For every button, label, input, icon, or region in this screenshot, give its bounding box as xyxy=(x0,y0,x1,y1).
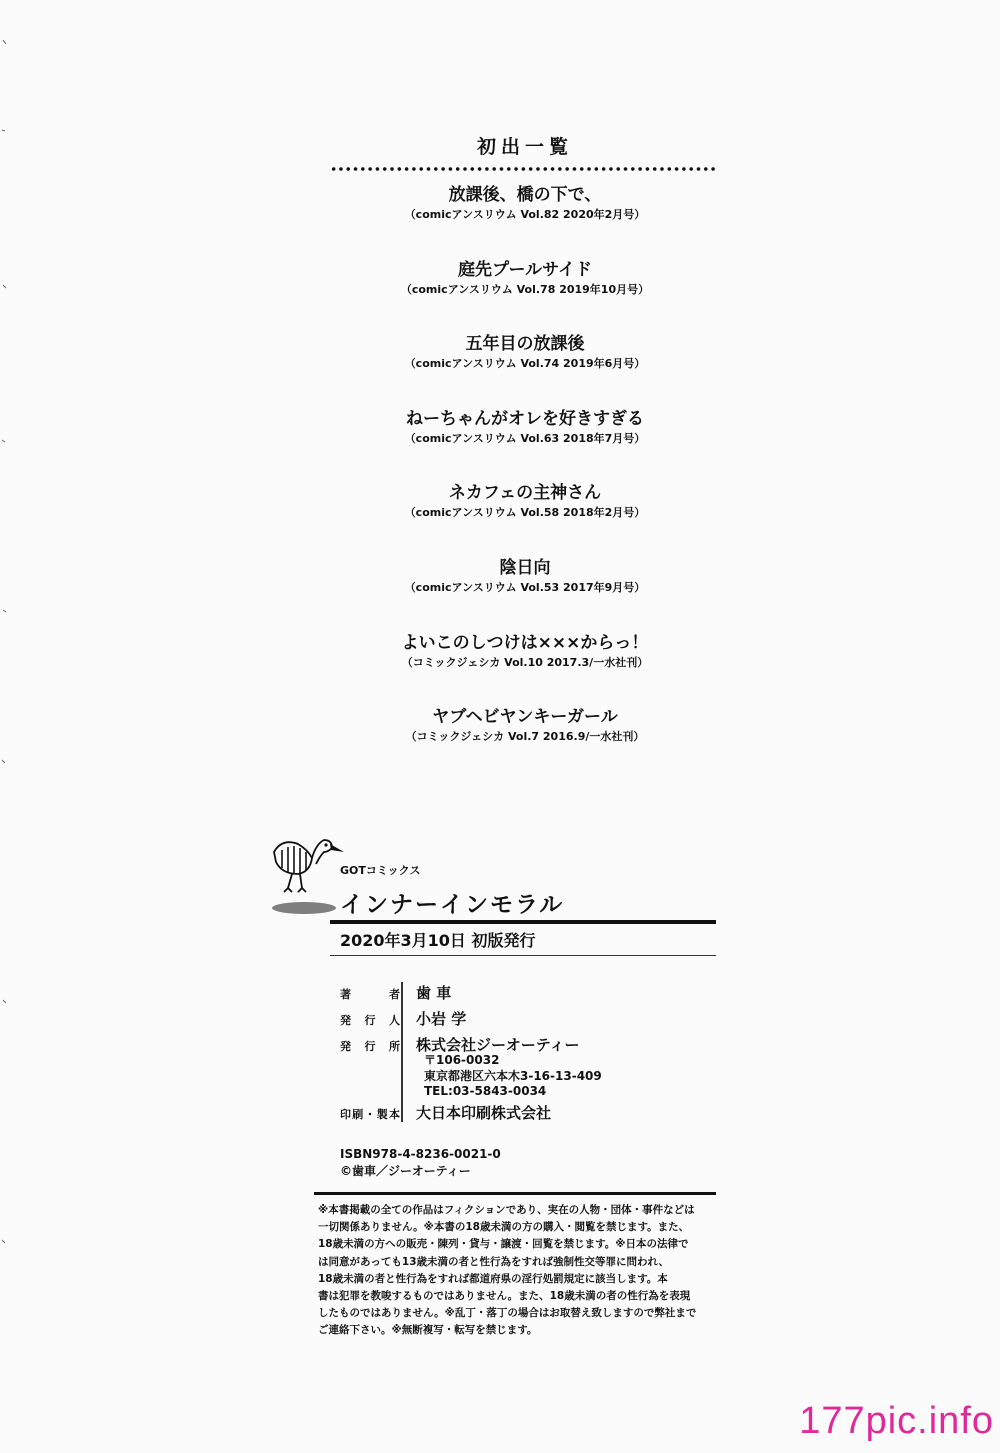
isbn: ISBN978-4-8236-0021-0 xyxy=(340,1147,501,1161)
scan-edge-marks xyxy=(0,0,20,1453)
list-item xyxy=(330,408,720,483)
series-name: GOTコミックス xyxy=(340,864,421,877)
story-source: （comicアンスリウム Vol.74 2019年6月号） xyxy=(404,357,646,371)
credit-value: 小岩 学 xyxy=(416,1010,467,1028)
publisher-address xyxy=(424,1053,602,1100)
story-source: （comicアンスリウム Vol.63 2018年7月号） xyxy=(404,431,646,445)
credit-value: 株式会社ジーオーティー xyxy=(416,1036,580,1054)
isbn-block xyxy=(340,1146,501,1180)
credit-label: 印刷・製本 xyxy=(340,1108,400,1121)
story-title: ネカフェの主神さん xyxy=(448,483,602,504)
title-rule xyxy=(330,920,716,924)
thin-rule xyxy=(330,955,716,956)
story-source: （コミックジェシカ Vol.7 2016.9/一水社刊） xyxy=(405,730,645,744)
first-appearance-list xyxy=(330,184,720,781)
postal-code: 〒106-0032 xyxy=(424,1053,500,1067)
story-source: （コミックジェシカ Vol.10 2017.3/一水社刊） xyxy=(401,655,649,669)
street-address: 東京都港区六本木3-16-13-409 xyxy=(424,1068,602,1083)
list-item xyxy=(330,632,720,707)
credit-label: 発行人 xyxy=(340,1014,400,1027)
story-title: 庭先プールサイド xyxy=(458,259,592,280)
story-source: （comicアンスリウム Vol.53 2017年9月号） xyxy=(404,580,646,594)
story-source: （comicアンスリウム Vol.78 2019年10月号） xyxy=(400,282,650,296)
story-title: 五年目の放課後 xyxy=(465,334,585,355)
credit-label: 著者 xyxy=(340,988,400,1001)
story-source: （comicアンスリウム Vol.58 2018年2月号） xyxy=(404,506,646,520)
credit-label: 発行所 xyxy=(340,1040,400,1053)
credit-value: 大日本印刷株式会社 xyxy=(416,1104,552,1122)
list-item xyxy=(330,706,720,781)
notice-rule xyxy=(314,1192,716,1195)
story-source: （comicアンスリウム Vol.82 2020年2月号） xyxy=(404,208,646,221)
story-title: 陰日向 xyxy=(499,557,551,578)
issue-date: 2020年3月10日 初版発行 xyxy=(340,931,536,950)
list-item xyxy=(330,333,720,408)
first-appearance-heading: 初出一覧 xyxy=(476,136,573,158)
book-title: インナーインモラル xyxy=(340,892,565,918)
story-title: ねーちゃんがオレを好きすぎる xyxy=(406,408,644,429)
watermark: 177pic.info xyxy=(799,1400,994,1442)
story-title: よいこのしつけは×××からっ！ xyxy=(401,632,649,653)
list-item xyxy=(330,259,720,334)
phone-number: TEL:03-5843-0034 xyxy=(424,1084,547,1098)
list-item xyxy=(330,184,720,259)
story-title: 放課後、橋の下で、 xyxy=(448,185,602,205)
credits-separator xyxy=(401,982,403,1122)
bird-logo-icon xyxy=(268,822,348,914)
story-title: ヤブヘビヤンキーガール xyxy=(432,707,618,728)
dotted-divider xyxy=(330,166,718,172)
credit-value: 歯 車 xyxy=(416,984,452,1002)
copyright: ©歯車／ジーオーティー xyxy=(340,1164,471,1178)
list-item xyxy=(330,482,720,557)
legal-notice: ※本書掲載の全ての作品はフィクションであり、実在の人物・団体・事件などは 一切関係ありません。※本書の18歳未満の方の購入・閲覧を禁じます。また、 18歳未満の方への販売・陳列・貸与・譲渡・回覧を禁じます。※日本の法律で は同意があっても13歳未満の者と性行為をすれば強制性交等罪に問われ、 18歳未満の者と性行為をすれば都道府県の淫行処罰規定に該当します。本 書は犯罪を教唆するものではありません。また、18歳未満の者の性行為を表現 したものではありません。※乱丁・落丁の場合はお取替え致しますので弊社まで ご連絡下さい。※無断複写・転写を禁じます。 xyxy=(318,1204,697,1337)
list-item xyxy=(330,557,720,632)
